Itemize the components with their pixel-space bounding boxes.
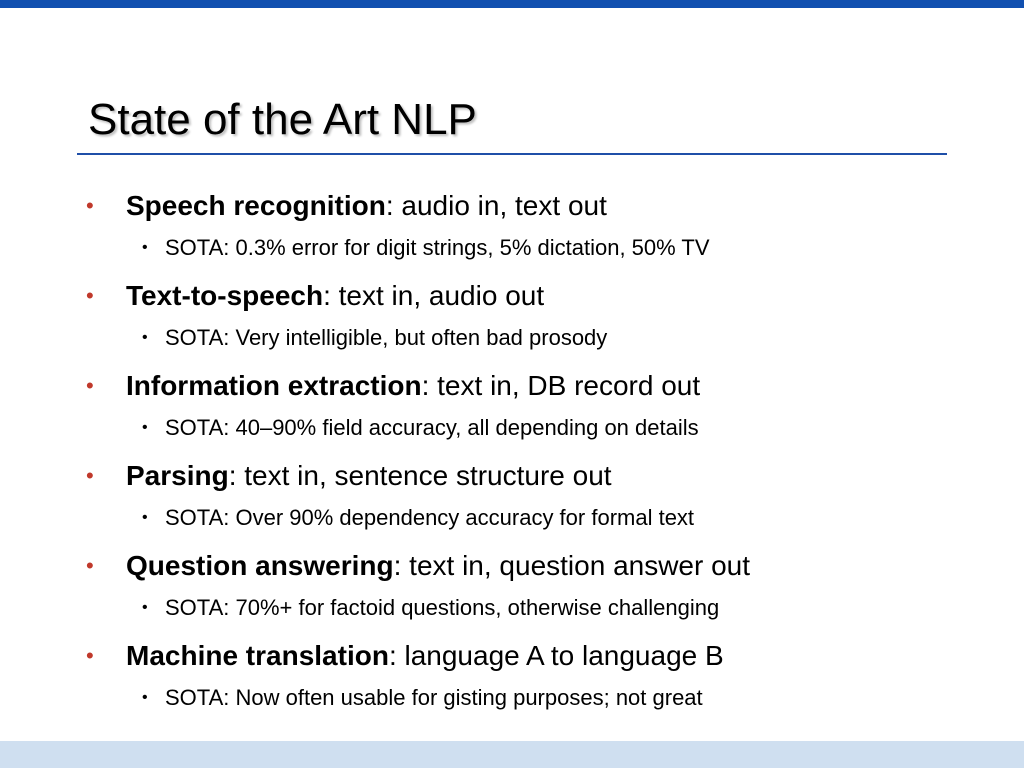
sub-bullet-text: SOTA: 70%+ for factoid questions, otherwise challenging [165,595,720,620]
sub-bullet-marker-icon: • [142,239,148,256]
sub-bullet-text: SOTA: Over 90% dependency accuracy for formal text [165,505,695,530]
sub-bullet-item [84,591,984,636]
bullet-marker-icon: • [86,283,94,308]
bullet-term: Machine translation [126,640,389,671]
sub-bullet-text: SOTA: Very intelligible, but often bad prosody [165,325,608,350]
title-underline [77,153,947,155]
bullet-item [84,186,984,231]
sub-bullet-marker-icon: • [142,419,148,436]
bullet-term: Speech recognition [126,190,386,221]
bullet-marker-icon: • [86,553,94,578]
bullet-term: Question answering [126,550,394,581]
bullet-term: Information extraction [126,370,422,401]
sub-bullet-item [84,231,984,276]
bullet-marker-icon: • [86,643,94,668]
bullet-term: Parsing [126,460,229,491]
bullet-list [84,186,984,726]
bullet-description: : text in, sentence structure out [228,460,612,491]
slide-title: State of the Art NLP [88,95,477,144]
bullet-description: : text in, audio out [323,280,545,311]
sub-bullet-marker-icon: • [142,689,148,706]
sub-bullet-item [84,321,984,366]
bullet-description: : text in, question answer out [393,550,751,581]
bullet-item [84,276,984,321]
sub-bullet-text: SOTA: 40–90% field accuracy, all depending on details [165,415,699,440]
sub-bullet-item [84,681,984,726]
sub-bullet-item [84,411,984,456]
bullet-description: : language A to language B [388,640,724,671]
bullet-item [84,456,984,501]
bottom-band [0,741,1024,768]
sub-bullet-text: SOTA: Now often usable for gisting purposes; not great [165,685,703,710]
sub-bullet-marker-icon: • [142,599,148,616]
bullet-marker-icon: • [86,373,94,398]
bullet-item [84,636,984,681]
bullet-marker-icon: • [86,463,94,488]
top-accent-bar [0,0,1024,8]
bullet-item [84,366,984,411]
bullet-term: Text-to-speech [126,280,324,311]
sub-bullet-marker-icon: • [142,329,148,346]
bullet-description: : text in, DB record out [421,370,701,401]
bullet-description: : audio in, text out [385,190,607,221]
bullet-item [84,546,984,591]
sub-bullet-item [84,501,984,546]
sub-bullet-text: SOTA: 0.3% error for digit strings, 5% dictation, 50% TV [165,235,710,260]
sub-bullet-marker-icon: • [142,509,148,526]
bullet-marker-icon: • [86,193,94,218]
